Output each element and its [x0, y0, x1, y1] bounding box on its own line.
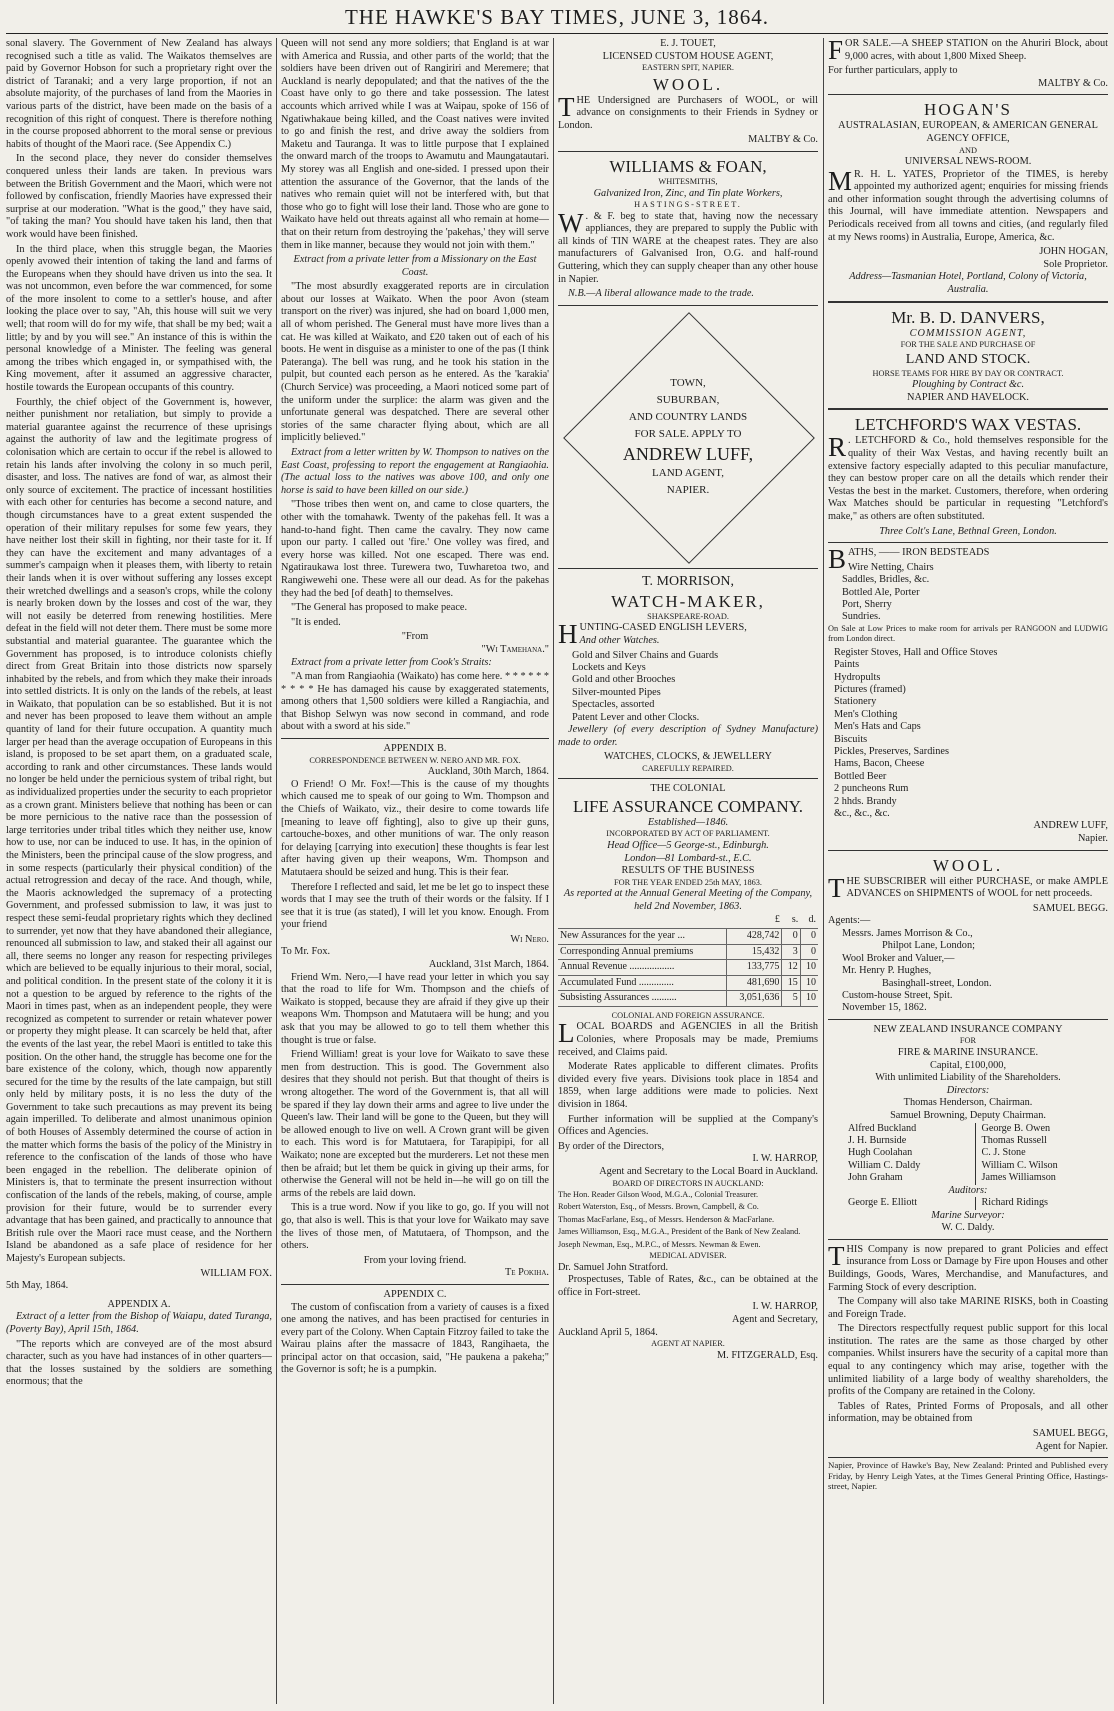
ad-line: INCORPORATED BY ACT OF PARLIAMENT.: [606, 829, 770, 839]
ad-line: BOARD OF DIRECTORS IN AUCKLAND:: [612, 1178, 764, 1188]
list-item: Robert Waterston, Esq., of Messrs. Brown, Campbell, & Co.: [558, 1202, 759, 1212]
list-item: Men's Hats and Caps: [834, 721, 921, 733]
ad-line: Sole Proprietor.: [1043, 258, 1108, 270]
letter-paragraph: O Friend! O Mr. Fox!—This is the cause of my thoughts which caused me to speak of our going to Wm. Thompson and the Chiefs of Waikato, viz., their desire to come towards life [meaning to leave off fighting], also to give up their guns, cartouche-boxes, and other munitions of war. The only reason for delaying [carrying into execution] these thoughts is fear lest after having given up their weapons, Wm. Thompson and Matutaera should be seized and hung. This is their fear.: [281, 778, 549, 878]
ad-name: ANDREW LUFF,: [622, 443, 754, 464]
ad-line: Agent for Napier.: [1035, 1440, 1108, 1452]
ad-line: Head Office—5 George-st., Edinburgh.: [607, 839, 769, 851]
ad-line: SUBURBAN,: [656, 393, 720, 406]
list-item: 2 hhds. Brandy: [834, 795, 897, 807]
table-header: £: [727, 913, 782, 928]
list-item: Bottled Ale, Porter: [842, 586, 920, 598]
list-item: &c., &c., &c.: [834, 808, 890, 820]
ad-line: LICENSED CUSTOM HOUSE AGENT,: [602, 50, 774, 62]
divider: [828, 408, 1108, 410]
list-item: William C. Wilson: [981, 1159, 1058, 1171]
table-cell: 10: [800, 960, 818, 976]
divider: [558, 568, 818, 569]
table-row: [558, 960, 818, 976]
table-cell: 3: [782, 944, 800, 960]
column-1: [6, 38, 272, 1704]
ad-line: Napier.: [1077, 833, 1108, 845]
list-item: Sundries.: [842, 611, 881, 623]
ad-line: NAPIER AND HAVELOCK.: [907, 391, 1029, 403]
list-item: Lockets and Keys: [572, 661, 646, 673]
drop-cap: T: [558, 91, 575, 122]
table-cell: 15: [782, 975, 800, 991]
letter-paragraph: This is a true word. Now if you like to go, go. If you will not go, that also is well. This is that your love for Waikato may save the lives of those men, of Matutaera, of Thompson, and the others.: [281, 1202, 549, 1252]
column-2: [281, 38, 549, 1704]
ad-line: Agents:—: [828, 915, 871, 927]
divider: [558, 151, 818, 152]
ad-line: THE COLONIAL: [650, 783, 726, 795]
table-header: d.: [800, 913, 818, 928]
ad-heading-williams-foan: WILLIAMS & FOAN,: [609, 157, 767, 177]
ad-line: RESULTS OF THE BUSINESS: [621, 865, 755, 877]
divider: [281, 1284, 549, 1285]
director-list: [558, 1189, 818, 1251]
article-paragraph: "The most absurdly exaggerated reports are in circulation about our losses at Waikato. When the poor Avon (steam transport on the river) was injured, she had on board 1,000 men, all of whom perished. The General must have more lives than a cat. He was killed at Waikato, and £20 taken out of each of his boots. He went in disguise as a minister to one of the pas (I think Pateranga). The bell was rung, and he took his station in the pulpit, but counted each person as he entered. As the 'karakia' (Church Service) was proceeding, a Maori noticed some part of the uniform under the surplice: the alarm was given and the unfortunate general was despatched. There are several other stories of the same character flying about, which are all implicitly believed.": [281, 281, 549, 444]
list-item: The Hon. Reader Gilson Wood, M.G.A., Colonial Treasurer.: [558, 1190, 759, 1200]
ad-line: FOR SALE. APPLY TO: [634, 427, 742, 440]
column-3: [558, 38, 818, 1704]
divider: [828, 1239, 1108, 1240]
ad-heading-wool: WOOL.: [652, 74, 724, 94]
ad-line: By order of the Directors,: [558, 1140, 665, 1152]
appendix-subheading: CORRESPONDENCE BETWEEN W. NERO AND MR. FOX.: [309, 755, 521, 765]
letter-recipient: To Mr. Fox.: [281, 946, 331, 958]
article-paragraph: "A man from Rangiaohia (Waikato) has come here. * * * * * * * * * * He has damaged his cause by exaggerated statements, among others that 1,500 soldiers were killed a Rangiachia, and that Bishop Selwyn was now second in command, and rode about with a sword at his side.": [281, 671, 549, 733]
letter-paragraph: Therefore I reflected and said, let me be let go to inspect these words that I may see the truth of their words or the falsity. If I see that it is true (as stated), I will let you know. Enough. From your friend: [281, 881, 549, 931]
list-item: Port, Sherry: [842, 598, 892, 610]
ad-text: On Sale at Low Prices to make room for arrivals per RANGOON and LUDWIG from London direct.: [828, 623, 1108, 644]
drop-cap: R: [828, 432, 847, 463]
masthead-rule: [6, 33, 1108, 34]
article-paragraph: Queen will not send any more soldiers; that England is at war with America and Russia, and other parts of the world; that the soldiers have been driven out of Rangiriri and Meremere; that Auckland is nearly depopulated; and that the natives of the the Coast have only to go there and take possession. The latest accounts which arrived while I was at Waipau, spoke of 156 of Ngatiwhakaue being killed, and the Coast natives were invited to go and finish the rest, and drive away the soldiers from Maketu and Tauranga. It was to little purpose that I explained the onward march of the troops to Awamutu and Maungatautari. My storey was all English and one-sided. I pressed upon their attention the assurance of the Governor, that the lands of the natives who remain quiet will not be interfered with, but that those who go to fight will lose their land. Those who are gone to Waikato have held out threats against all who remain at home—that on their return from destroying the 'pakehas,' they will serve them in like manner, because they would not join with them.": [281, 38, 549, 251]
ad-line: CAREFULLY REPAIRED.: [642, 763, 734, 773]
ad-signature: MALTBY & Co.: [748, 134, 818, 146]
land-sale-diamond-ad: [563, 312, 813, 562]
list-item: Mr. Henry P. Hughes,: [842, 965, 932, 977]
letter-from: "From: [401, 631, 429, 643]
list-item: Thomas MacFarlane, Esq., of Messrs. Henderson & MacFarlane.: [558, 1214, 775, 1224]
drop-cap: B: [828, 544, 847, 575]
divider: [828, 301, 1108, 303]
ad-line: AUSTRALASIAN, EUROPEAN, & AMERICAN GENERAL AGENCY OFFICE,: [838, 120, 1098, 144]
list-item: William C. Daldy: [848, 1159, 921, 1171]
appendix-subheading: Extract of a letter from the Bishop of Waiapu, dated Turanga, (Poverty Bay), April 15th, 1864.: [6, 1311, 272, 1335]
ad-text: OR SALE.—A SHEEP STATION on the Ahuriri Block, about 9,000 acres, with about 1,800 Mixed Sheep.: [845, 38, 1108, 62]
appendix-heading: APPENDIX B.: [383, 743, 447, 755]
imprint-footer: Napier, Province of Hawke's Bay, New Zealand: Printed and Published every Friday, by Henry Leigh Yates, at the Times General Printing Office, Hastings-street, Napier.: [828, 1457, 1108, 1492]
list-item: J. H. Burnside: [848, 1134, 907, 1146]
letter-paragraph: Friend Wm. Nero,—I have read your letter in which you say that the road to life for Wm. Thompson and the chiefs of Waikato is stopped, because they are afraid if they give up their weapons Wm. Thompson and Matutaera will be hung; and you ask that you may be allowed to go to tell them whether this thought is true or false.: [281, 971, 549, 1046]
list-item: Thomas Russell: [981, 1134, 1047, 1146]
ad-text: And other Watches.: [579, 634, 660, 646]
ad-line: Capital, £100,000,: [929, 1059, 1007, 1071]
ad-signature: I. W. HARROP,: [752, 1301, 818, 1313]
letter-closing: From your loving friend.: [363, 1254, 467, 1266]
ad-line: AND: [959, 145, 977, 155]
ad-heading-danvers: Mr. B. D. DANVERS,: [891, 307, 1045, 327]
ad-signature: MALTBY & Co.: [1038, 77, 1108, 89]
table-row: [558, 944, 818, 960]
list-item: Joseph Newman, Esq., M.P.C., of Messrs. Newman & Ewen.: [558, 1239, 761, 1249]
ad-line: Established—1846.: [647, 816, 729, 828]
ad-touet: [558, 38, 818, 74]
director-grid: [828, 1123, 1108, 1185]
ad-heading-life-assurance: LIFE ASSURANCE COMPANY.: [572, 796, 804, 816]
ad-line: Agent and Secretary to the Local Board in Auckland.: [599, 1165, 818, 1177]
ad-line: Thomas Henderson, Chairman.: [903, 1097, 1033, 1109]
letter-paragraph: Friend William! great is your love for Waikato to save these men from destruction. This is good. The Government also desires that they should not perish. But that thought of theirs is wrong altogether. The word of the Government is, that all will be spared if they lay down their arms and agree to live under the Queen's law. Their land will be gone to the Queen, but they will be allowed enough to live on well. A Crown grant will be given to each. This word is for Matutaera, for Tarapipipi, for all Waikato; none are excepted but the murderers. Let not these men then be afraid; but let them be quick in giving up their arms, for otherwise the General will not be held in—he will go on till the arms of the rebels are laid down.: [281, 1049, 549, 1199]
table-row: [558, 928, 818, 944]
ad-item-list: [828, 928, 1108, 1015]
ad-text: Prospectuses, Table of Rates, &c., can be obtained at the office in Fort-street.: [558, 1274, 818, 1298]
list-item: Messrs. James Morrison & Co.,: [842, 928, 973, 939]
ad-text: The Company will also take MARINE RISKS, both in Coasting and Foreign Trade.: [828, 1296, 1108, 1320]
masthead: [0, 0, 1114, 34]
list-item: Spectacles, assorted: [572, 699, 655, 711]
list-item: Silver-mounted Pipes: [572, 686, 661, 698]
extract-heading: Extract from a letter written by W. Thompson to natives on the East Coast, professing to report the engagement at Rangiaohia. (The actual loss to the natives was above 100, and only one horse is said to have been killed on our side.): [281, 447, 549, 496]
ad-note: N.B.—A liberal allowance made to the trade.: [568, 288, 754, 300]
ad-text: UNTING-CASED ENGLISH LEVERS,: [579, 622, 747, 634]
list-item: Paints: [834, 659, 860, 671]
divider: [828, 542, 1108, 543]
article-paragraph: "The General has proposed to make peace.: [291, 602, 468, 614]
list-item: November 15, 1862.: [842, 1002, 927, 1014]
ad-heading-nz-insurance: NEW ZEALAND INSURANCE COMPANY: [873, 1023, 1063, 1035]
list-item: Pickles, Preserves, Sardines: [834, 746, 949, 757]
ad-line: Auditors:: [948, 1184, 988, 1196]
article-paragraph: "The reports which are conveyed are of the most absurd character, such as you have had instances of in other quarters—that the losses sustained by the soldiers are something enormous; that the: [6, 1338, 272, 1388]
table-cell: 0: [800, 944, 818, 960]
list-item: Patent Lever and other Clocks.: [572, 711, 700, 723]
ad-line: COMMISSION AGENT,: [909, 327, 1027, 339]
ad-subheading: WHITESMITHS,: [658, 177, 718, 187]
list-item: Hydropults: [834, 671, 881, 683]
article-paragraph: The custom of confiscation from a variety of causes is a fixed one among the natives, and has been practised for centuries in every part of the Colony. When Captain Fitzroy failed to take the Wairau plains after the massacre of 1843, Rangihaeta, the principal actor on that occasion, said, "He paukena a pakeha;" the Governor is soft; he is a pumpkin.: [281, 1301, 549, 1376]
table-cell: 428,742: [727, 928, 782, 944]
appendix-heading: APPENDIX C.: [383, 1288, 447, 1300]
newspaper-title: THE HAWKE'S BAY TIMES, JUNE 3, 1864.: [344, 5, 770, 29]
table-cell: 481,690: [727, 975, 782, 991]
ad-text: ATHS, —— IRON BEDSTEADS: [848, 547, 990, 559]
list-item: George B. Owen: [981, 1122, 1051, 1134]
list-item: Register Stoves, Hall and Office Stoves: [834, 646, 998, 658]
table-row: [558, 991, 818, 1007]
ad-line: Samuel Browning, Deputy Chairman.: [890, 1109, 1046, 1121]
list-item: Men's Clothing: [834, 708, 898, 720]
ad-address: SHAKSPEARE-ROAD.: [647, 611, 729, 621]
ad-line: AGENT AT NAPIER.: [651, 1339, 725, 1349]
ad-line: Ploughing by Contract &c.: [911, 379, 1025, 391]
ad-address: HASTINGS-STREET.: [634, 200, 742, 210]
ad-line: AND COUNTRY LANDS: [628, 410, 748, 423]
ad-line: Marine Surveyor:: [931, 1209, 1005, 1221]
list-item: Wire Netting, Chairs: [848, 561, 934, 573]
drop-cap: L: [558, 1018, 575, 1049]
column-divider: [823, 38, 824, 1704]
divider: [828, 94, 1108, 95]
ad-item-list: [828, 562, 1108, 624]
auditor-grid: [828, 1197, 1108, 1209]
ad-heading-letchford: LETCHFORD'S WAX VESTAS.: [854, 415, 1082, 435]
table-cell: 12: [782, 960, 800, 976]
table-cell: Annual Revenue ..................: [558, 960, 727, 976]
table-header: s.: [782, 913, 800, 928]
ad-line: Directors:: [946, 1084, 990, 1096]
table-cell: 0: [782, 928, 800, 944]
ad-text: The Directors respectfully request public support for this local institution. The rates are the same as those charged by other companies. Whilst insurers have the security of a capital more than equal to any contingency which may arise, together with the unlimited liability of a large body of wealthy shareholders, the profits of the Company are retained in the Colony.: [828, 1323, 1108, 1398]
ad-line: NAPIER.: [666, 483, 710, 496]
list-item: Gold and other Brooches: [572, 674, 676, 686]
table-row: [558, 913, 818, 928]
list-item: Philpot Lane, London;: [882, 940, 975, 952]
ad-address: Three Colt's Lane, Bethnal Green, London.: [879, 525, 1057, 537]
date-line: 5th May, 1864.: [6, 1280, 69, 1292]
ad-signature: M. FITZGERALD, Esq.: [717, 1349, 818, 1361]
list-item: Gold and Silver Chains and Guards: [572, 649, 719, 661]
ad-line: FOR: [959, 1036, 977, 1046]
extract-heading: Extract from a private letter from a Missionary on the East Coast.: [293, 254, 537, 278]
ad-signature: ANDREW LUFF,: [1033, 820, 1108, 832]
ad-item-list: [558, 650, 818, 724]
table-row: [558, 975, 818, 991]
ad-text: Further information will be supplied at the Company's Offices and Agencies.: [558, 1113, 818, 1138]
ad-text: R. H. L. YATES, Proprietor of the TIMES, is hereby appointed my authorized agent; enquiries for missing friends and other information sought through the advertising columns of this Journal, will have immediate attention. Newspapers and Periodicals received from all towns and cities, (and regularly filed at my News rooms) in Australia, Europe, America, &c.: [828, 168, 1108, 243]
ad-text: Moderate Rates applicable to different climates. Profits divided every five years. Divisions took place in 1854 and 1859, when large additions were made to policies. Next division in 1864.: [558, 1061, 818, 1110]
article-paragraph: In the third place, when this struggle began, the Maories openly avowed their intention of taking the land and farms of the Europeans when they should have driven us into the sea. It was not uncommon, even before the war commenced, for some of the more insolent to come to a settler's house, and after looking the place over to say, "Ah, this house will suit we very well; that room will do for my wife, that shall be my bed; wait a little; by and by you will see." An instance of this is within the personal knowledge of a Minister. The feeling was general among the tribes which engaged in, or sympathised with, the King movement, after it assumed an aggressive character, hostile towards the European occupants of this country.: [6, 243, 272, 394]
table-cell: Subsisting Assurances ..........: [558, 991, 727, 1007]
list-item: Stationery: [834, 696, 877, 708]
drop-cap: T: [828, 872, 845, 903]
ad-line: MEDICAL ADVISER.: [649, 1251, 727, 1261]
divider: [828, 850, 1108, 851]
table-cell: 0: [800, 928, 818, 944]
list-item: Hams, Bacon, Cheese: [834, 758, 925, 770]
list-item: C. J. Stone: [981, 1147, 1026, 1159]
table-cell: 133,775: [727, 960, 782, 976]
divider: [558, 778, 818, 779]
ad-text: Tables of Rates, Printed Forms of Proposals, and all other information, may be obtained from: [828, 1400, 1108, 1425]
drop-cap: W: [558, 207, 584, 238]
article-paragraph: Fourthly, the chief object of the Government is, however, neither punishment nor retaliation, but simply to provide a material guarantee against the recurrence of these uprisings against the authority of law and the legitimate progress of colonisation which are certain to occur if the rebel is allowed to retain his lands after involving the colony in so much peril, disaster, and loss. The natives are fond of war, as almost their only source of excitement. The practice of incessant hostilities with each other for centuries has become a second nature, and though circumstances have to a great extent suspended the operation of their military repulses for some few years, they have neither lost their skill in fighting, nor their taste for it. If they can have the excitement and many advantages of a summer's campaign when it pleases them, with liberty to retain their lands when it is over without suffering any losses except their wretched dwellings and a season's crops, while the colony is nearly broken down by the losses and cost of the war, they will not easily be deterred from renewing hostilities. Mere defeat in the field will not deter them. There must be some more substantial and material guarantee. The guarantee which the Government has proposed, is to introduce colonists chiefly direct from Great Britain into those districts now sparsely inhabited by the rebels, and from which they make their inroads into settled districts. It is only on the lands of the rebels, at least in Waikato, that population can be so established. But it is not and never has been proposed to leave them without an ample quantity of land for their future occupation. A quantity much larger per head than the average occupation of Europeans in this island, is proposed to be set apart them, on a graduated scale, according to rank and other circumstances. These lands would no longer be held under the pernicious system of tribal right, but as individualized properties under the security to each proprietor as a crown grant. Ministers believe that nothing has been or can be more pernicious to the native race than the possession of large territories under tribal titles which they neither use, know how to use, nor can be induced to use. It has, in the opinion of the Ministers, been the principal cause of the slow progress, and in some respects (particularly their physical condition) of the actual retrogression and decay of the race. And though, while, the Maoris acknowledged the supremacy of a protecting Government, and professed submission to law, it was just to respect these semi-feudal proprietary rights which they declined to surrender, yet now that they have abandoned their allegiance, renounced all submission to law, and staked their all against our all, there seems no longer any reason for respecting privileges which are believed to be equally injurious to their moral, social, and political condition. In the present state of the colony it it is not a question to be argued by reference to the rights of the Maori in times past, when as an independent people, they were recognized as competent to surrender or retain whatever power or property they might please. It can scarcely be held that, after the events of the last year, the rebel Maori is entitled to take this position. On the other hand, the struggle has become one for the bare existence of the colony, which, though now apparently secured for the time by the results of the late campaign, but still only held by military posts, it is no less the duty of the Government to take such precautions as may prevent its being again imperilled. To deliberate and almost unanimous opinion of both Houses of Assembly determined the course of action in the matter which forms the basis of the policy of the Ministry in reference to the confiscation of the lands of those who have been engaged in the rebellion. The deliberate opinion of Ministers is, that to terminate the present insurrection without confiscation of the lands of the rebels, making, of course, ample provision for their future, would be to surrender every advantage that has been gained, and practically to announce that British rule over the Maori race must cease, and the Northern Island be abandoned as a safe place of residence for her Majesty's European subjects.: [6, 396, 272, 1264]
list-item: Hugh Coolahan: [848, 1147, 913, 1159]
table-cell: 5: [782, 991, 800, 1007]
divider: [558, 305, 818, 306]
ad-item-list: [828, 647, 1108, 821]
ad-line: London—81 Lombard-st., E.C.: [624, 852, 752, 864]
list-item: Wool Broker and Valuer,—: [842, 952, 955, 964]
ad-signature: SAMUEL BEGG,: [1032, 1428, 1108, 1440]
table-cell: New Assurances for the year ...: [558, 928, 727, 944]
ad-address: EASTERN SPIT, NAPIER.: [641, 63, 735, 73]
table-cell: Accumulated Fund ..............: [558, 975, 727, 991]
ad-line: W. C. Daldy.: [941, 1222, 995, 1234]
drop-cap: T: [828, 1240, 845, 1271]
ad-text: HE SUBSCRIBER will either PURCHASE, or make AMPLE ADVANCES on SHIPMENTS of WOOL for nett proceeds.: [846, 875, 1108, 900]
drop-cap: F: [828, 38, 844, 65]
ad-heading-hogan: HOGAN'S: [924, 100, 1012, 120]
ad-line: COLONIAL AND FOREIGN ASSURANCE.: [611, 1010, 765, 1020]
ad-line: HORSE TEAMS FOR HIRE BY DAY OR CONTRACT.: [872, 368, 1064, 378]
ad-signature: SAMUEL BEGG.: [1032, 902, 1108, 914]
date-line: Auckland, 31st March, 1864.: [428, 959, 549, 971]
column-divider: [276, 38, 277, 1704]
ad-text: . & F. beg to state that, having now the necessary appliances, they are prepared to supply the Public with all kinds of TIN WARE at the cheapest rates. They are also manufacturers of Galvanised Iron, O.G. and half-round Guttering, which they can supply cheaper than any other house in Napier.: [558, 210, 818, 285]
ad-line: With unlimited Liability of the Shareholders.: [875, 1072, 1061, 1084]
ad-signature: JOHN HOGAN,: [1039, 246, 1108, 258]
list-item: James Williamson: [981, 1172, 1056, 1184]
ad-line: For further particulars, apply to: [828, 65, 958, 77]
table-cell: 10: [800, 975, 818, 991]
list-item: 2 puncheons Rum: [834, 783, 909, 795]
ad-trade: WATCH-MAKER,: [611, 591, 765, 611]
ad-text: . LETCHFORD & Co., hold themselves responsible for the quality of their Wax Vestas, and having recently built an extensive factory especially adapted to this peculiar manufacture, they can bestow proper care on all the details which render their Vestas the best in the market. Customers, therefore, when ordering Wax Matches should be particular in requesting "Letchford's make," as others are often substituted.: [828, 435, 1108, 522]
letter-signature: Te Pokiha.: [505, 1267, 549, 1279]
ad-line: LAND AND STOCK.: [905, 351, 1031, 367]
table-cell: 15,432: [727, 944, 782, 960]
column-divider: [553, 38, 554, 1704]
ad-heading-morrison: T. MORRISON,: [642, 573, 734, 589]
article-paragraph: In the second place, they never do consider themselves conquered unless their lands are taken. In previous wars between the British Government and the Maori, which were not followed by confiscation, friendly Maories have expressed their surprise at our moderation. "What is the good," they have said, "of taking the man? You should have taken his land, then that work would have been finished.: [6, 153, 272, 240]
article-paragraph: "It is ended.: [291, 616, 341, 628]
ad-address: Address—Tasmanian Hotel, Portland, Colony of Victoria, Australia.: [849, 271, 1087, 295]
ad-text: OCAL BOARDS and AGENCIES in all the British Colonies, where Proposals may be made, Premiums received, and Claims paid.: [558, 1021, 818, 1058]
list-item: Custom-house Street, Spit.: [842, 990, 953, 1002]
list-item: James Williamson, Esq., M.G.A., President of the Bank of New Zealand.: [558, 1227, 801, 1237]
ad-line: Agent and Secretary,: [732, 1313, 818, 1325]
date-line: Auckland, 30th March, 1864.: [427, 766, 549, 778]
divider: [281, 738, 549, 739]
article-paragraph: "Those tribes then went on, and came to close quarters, the other with the tomahawk. Twenty of the pakehas fell. It was a hand-to-hand fight. Then came the cavalry. They now came upon our party. I called out 'fire.' One volley was fired, and every horse was killed. Not one escaped. There was end. Ngatiraukawa lost three. Turewera two, Tuwharetoa two, and Rangiwewehi one. These were all our dead. As for the pakehas they had the bed [of death] to themselves.: [281, 499, 549, 599]
signature: WILLIAM FOX.: [200, 1267, 272, 1279]
article-paragraph: sonal slavery. The Government of New Zealand has always recognised such a title as valid. The Waikatos themselves are paid by Governor Hobson for such a proprietary right over the district of Taranaki; and a very large proportion, if not an absolute majority, of the purchases of land from the Maories in various parts of the district, have been made on the basis of a recognition of this right of conquest. There is therefore nothing in the course proposed abhorrent to the moral sense or previous habits of thought of the Maori race. (See Appendix C.): [6, 38, 272, 150]
ad-line: LAND AGENT,: [652, 466, 724, 479]
extract-heading: Extract from a private letter from Cook's Straits:: [291, 656, 492, 668]
ad-signature: I. W. HARROP,: [752, 1153, 818, 1165]
table-cell: Corresponding Annual premiums: [558, 944, 727, 960]
results-table: [558, 913, 818, 1007]
ad-text: HE Undersigned are Purchasers of WOOL, or will advance on consignments to their Friends in Sydney or London.: [558, 94, 818, 131]
list-item: Pictures (framed): [834, 683, 906, 695]
list-item: Alfred Buckland: [848, 1122, 917, 1134]
list-item: Richard Ridings: [975, 1197, 1109, 1209]
ad-line: TOWN,: [670, 376, 706, 389]
ad-line: WATCHES, CLOCKS, & JEWELLERY: [604, 751, 772, 763]
ad-line: FIRE & MARINE INSURANCE.: [897, 1046, 1039, 1058]
ad-line: As reported at the Annual General Meeting of the Company, held 2nd November, 1863.: [563, 888, 813, 912]
drop-cap: H: [558, 619, 578, 650]
list-item: Basinghall-street, London.: [882, 977, 992, 989]
ad-line: FOR THE YEAR ENDED 25th MAY, 1863.: [614, 877, 762, 887]
ad-heading-wool: WOOL.: [932, 855, 1004, 875]
divider: [828, 1019, 1108, 1020]
ad-text: HIS Company is now prepared to grant Policies and effect insurance from Loss or Damage by Fire upon Houses and other Buildings, Goods, Wares, Merchandise, and Manufactures, and Farming Stock of every description.: [828, 1243, 1108, 1293]
list-item: Biscuits: [834, 733, 868, 745]
date-line: Auckland April 5, 1864.: [558, 1326, 658, 1338]
ad-line: FOR THE SALE AND PURCHASE OF: [900, 340, 1036, 350]
letter-signature: Wi Nero.: [510, 933, 549, 945]
list-item: John Graham: [848, 1172, 903, 1184]
table-cell: 3,051,636: [727, 991, 782, 1007]
table-cell: 10: [800, 991, 818, 1007]
ad-line: Galvanized Iron, Zinc, and Tin plate Workers,: [593, 187, 783, 199]
list-item: Saddles, Bridles, &c.: [842, 574, 930, 586]
drop-cap: M: [828, 165, 853, 196]
list-item: George E. Elliott: [848, 1197, 918, 1209]
appendix-heading: APPENDIX A.: [107, 1298, 171, 1310]
list-item: Bottled Beer: [834, 770, 887, 782]
column-4: [828, 38, 1108, 1704]
letter-signature: "Wi Tamehana.": [481, 643, 549, 655]
ad-line: Dr. Samuel John Stratford.: [558, 1261, 669, 1273]
ad-name: E. J. TOUET,: [660, 38, 716, 49]
ad-note: Jewellery (of every description of Sydney Manufacture) made to order.: [558, 723, 818, 748]
ad-line: UNIVERSAL NEWS-ROOM.: [904, 156, 1032, 168]
